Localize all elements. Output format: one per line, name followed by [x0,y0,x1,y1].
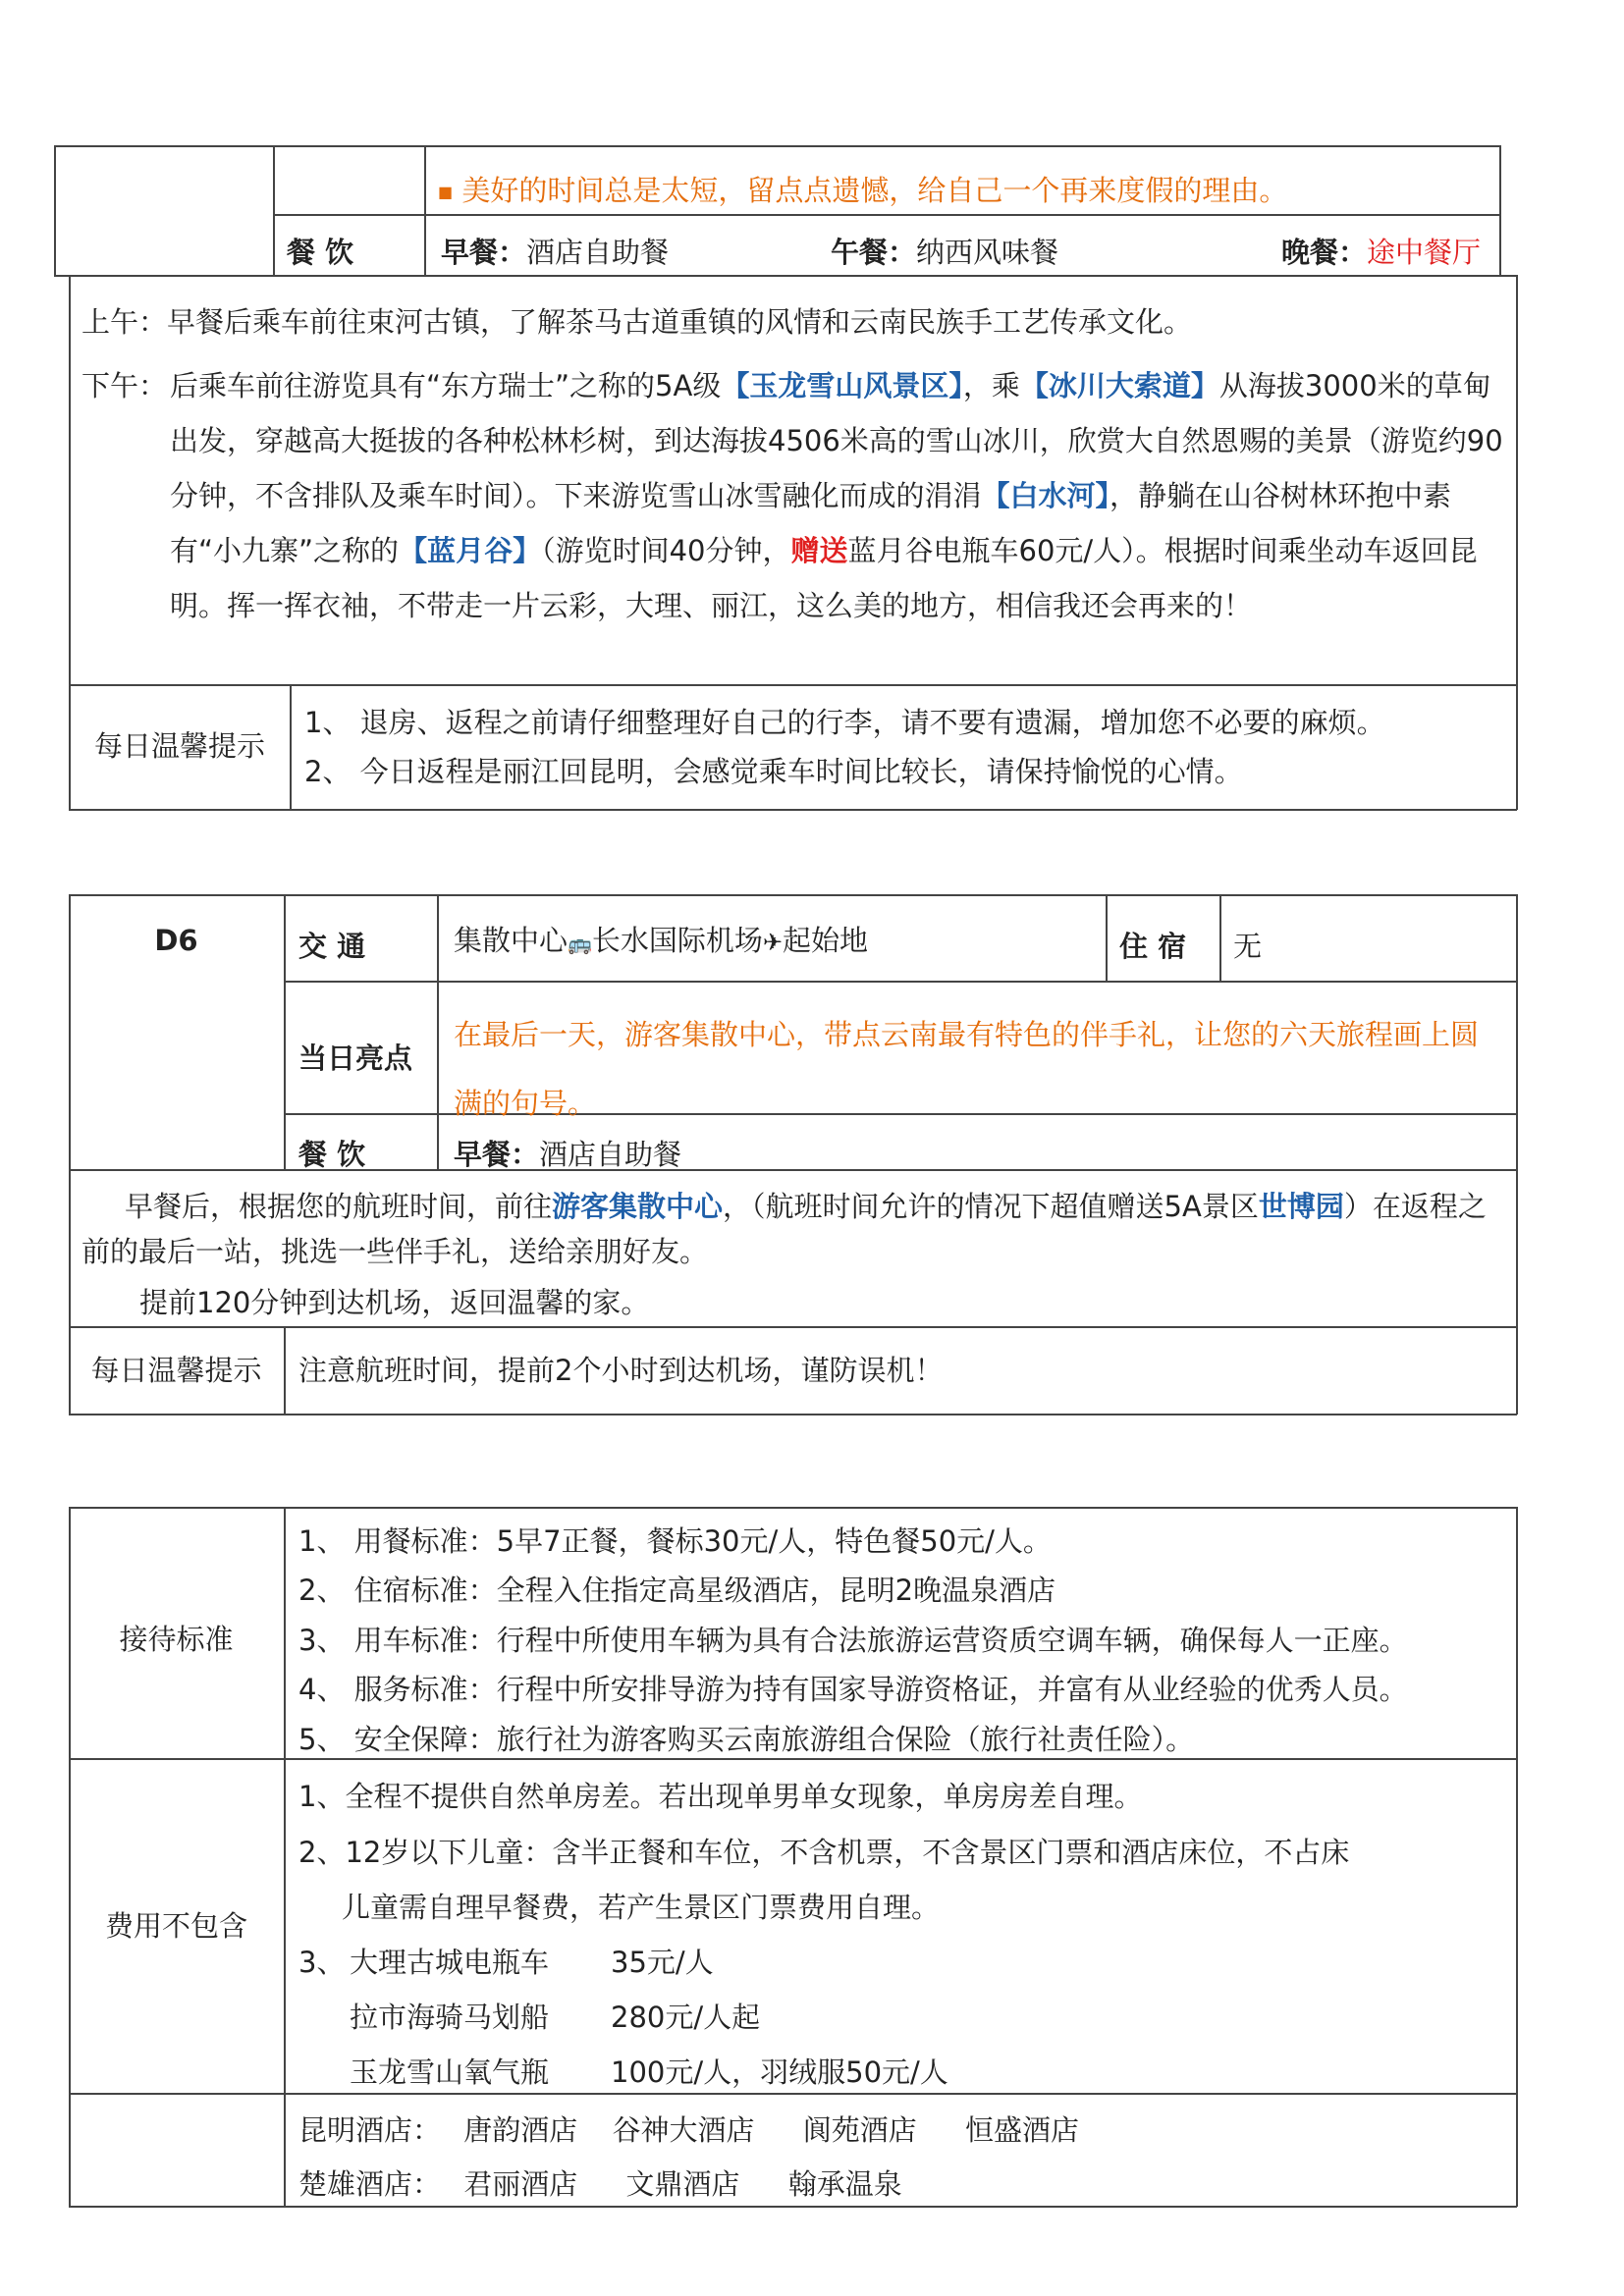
d6-transport-label: 交 通 [298,930,366,963]
bus-icon: 🚌 [568,932,592,955]
excluded-item: 1、全程不提供自然单房差。若出现单男单女现象，单房房差自理。 [298,1780,1143,1813]
d6-highlight-label: 当日亮点 [298,1041,413,1075]
d6-tips: 注意航班时间，提前2个小时到达机场，谨防误机！ [298,1354,944,1387]
extra-price: 100元/人，羽绒服50元/人 [611,2056,948,2089]
excluded-item: 2、12岁以下儿童：含半正餐和车位，不含机票，不含景区门票和酒店床位，不占床 [298,1836,1350,1869]
reception-label: 接待标准 [119,1623,234,1656]
d6-breakfast: 早餐：酒店自助餐 [454,1138,682,1171]
d5-tips-item: 2、 今日返程是丽江回昆明，会感觉乘车时间比较长，请保持愉悦的心情。 [304,755,1243,788]
extras-intro: 3、 [298,1946,346,1979]
hotel-name: 翰承温泉 [787,2167,902,2201]
d5-afternoon-text: 后乘车前往游览具有“东方瑞士”之称的5A级【玉龙雪山风景区】，乘【冰川大索道】从海拔3000米的草甸出发，穿越高大挺拔的各种松林杉树，到达海拔4506米高的雪山冰川，欣赏大自然恩赐的美景（游览约90分钟，不含排队及乘车时间）。下来游览雪山冰雪融化而成的涓涓【白水河】，静躺在山谷树林环抱中素有“小九寨”之称的【蓝月谷】（游览时间40分钟，赠送蓝月谷电瓶车60元/人）。根据时间乘坐动车返回昆明。挥一挥衣袖，不带走一片云彩，大理、丽江，这么美的地方，相信我还会再来的！ [170,369,1503,622]
hotel-name: 恒盛酒店 [964,2113,1079,2147]
kunming-hotels: 昆明酒店： 唐韵酒店 谷神大酒店 阆苑酒店 恒盛酒店 [298,2113,1079,2147]
d5-highlight: ■ 美好的时间总是太短，留点点遗憾，给自己一个再来度假的理由。 [438,174,1288,207]
d6-day-label: D6 [154,924,198,957]
d6-description-line2: 提前120分钟到达机场，返回温馨的家。 [139,1286,650,1319]
d5-breakfast: 早餐：酒店自助餐 [441,236,670,269]
chuxiong-hotels: 楚雄酒店： 君丽酒店 文鼎酒店 翰承温泉 [298,2167,902,2201]
hotel-name: 阆苑酒店 [802,2113,917,2147]
d6-tips-label: 每日温馨提示 [90,1354,262,1387]
d5-dinner: 晚餐：途中餐厅 [1281,236,1482,269]
d5-tips-item: 1、 退房、返程之前请仔细整理好自己的行李，请不要有遗漏，增加您不必要的麻烦。 [304,706,1385,739]
d5-meals-label: 餐 饮 [287,236,354,269]
extra-name: 大理古城电瓶车 [350,1946,550,1979]
d6-meals-label: 餐 饮 [298,1138,366,1171]
hotel-name: 唐韵酒店 [463,2113,578,2147]
excluded-item: 儿童需自理早餐费，若产生景区门票费用自理。 [342,1891,941,1924]
d5-tips-label: 每日温馨提示 [93,729,265,763]
extra-name: 拉市海骑马划船 [350,2001,550,2034]
d6-transport-route: 集散中心🚌长水国际机场✈起始地 [454,924,869,957]
d6-highlight: 在最后一天，游客集散中心，带点云南最有特色的伴手礼，让您的六天旅程画上圆满的句号。 [454,1018,1480,1120]
hotel-name: 谷神大酒店 [612,2113,755,2147]
reception-item: 4、 服务标准：行程中所安排导游为持有国家导游资格证，并富有从业经验的优秀人员。 [298,1673,1408,1706]
d6-lodging-label: 住 宿 [1119,930,1187,963]
extra-price: 280元/人起 [611,2001,761,2034]
hotel-name: 文鼎酒店 [625,2167,740,2201]
d5-morning: 上午：早餐后乘车前往束河古镇，了解茶马古道重镇的风情和云南民族手工艺传承文化。 [81,305,1193,339]
extra-name: 玉龙雪山氧气瓶 [350,2056,550,2089]
reception-item: 3、 用车标准：行程中所使用车辆为具有合法旅游运营资质空调车辆，确保每人一正座。 [298,1624,1408,1657]
d5-afternoon-label: 下午： [81,369,168,402]
hotel-name: 君丽酒店 [463,2167,578,2201]
reception-item: 5、 安全保障：旅行社为游客购买云南旅游组合保险（旅行社责任险）。 [298,1723,1195,1756]
d5-lunch: 午餐：纳西风味餐 [831,236,1059,269]
reception-item: 1、 用餐标准：5早7正餐，餐标30元/人，特色餐50元/人。 [298,1524,1052,1558]
d6-lodging: 无 [1233,930,1263,963]
bullet-icon: ■ [438,183,454,201]
d6-description: 早餐后，根据您的航班时间，前往游客集散中心，（航班时间允许的情况下超值赠送5A景区世博园）在返程之前的最后一站，挑选一些伴手礼，送给亲朋好友。 [81,1190,1487,1268]
plane-icon: ✈ [762,929,784,956]
extra-price: 35元/人 [611,1946,714,1979]
excluded-label: 费用不包含 [104,1909,247,1943]
reception-item: 2、 住宿标准：全程入住指定高星级酒店，昆明2晚温泉酒店 [298,1574,1056,1607]
